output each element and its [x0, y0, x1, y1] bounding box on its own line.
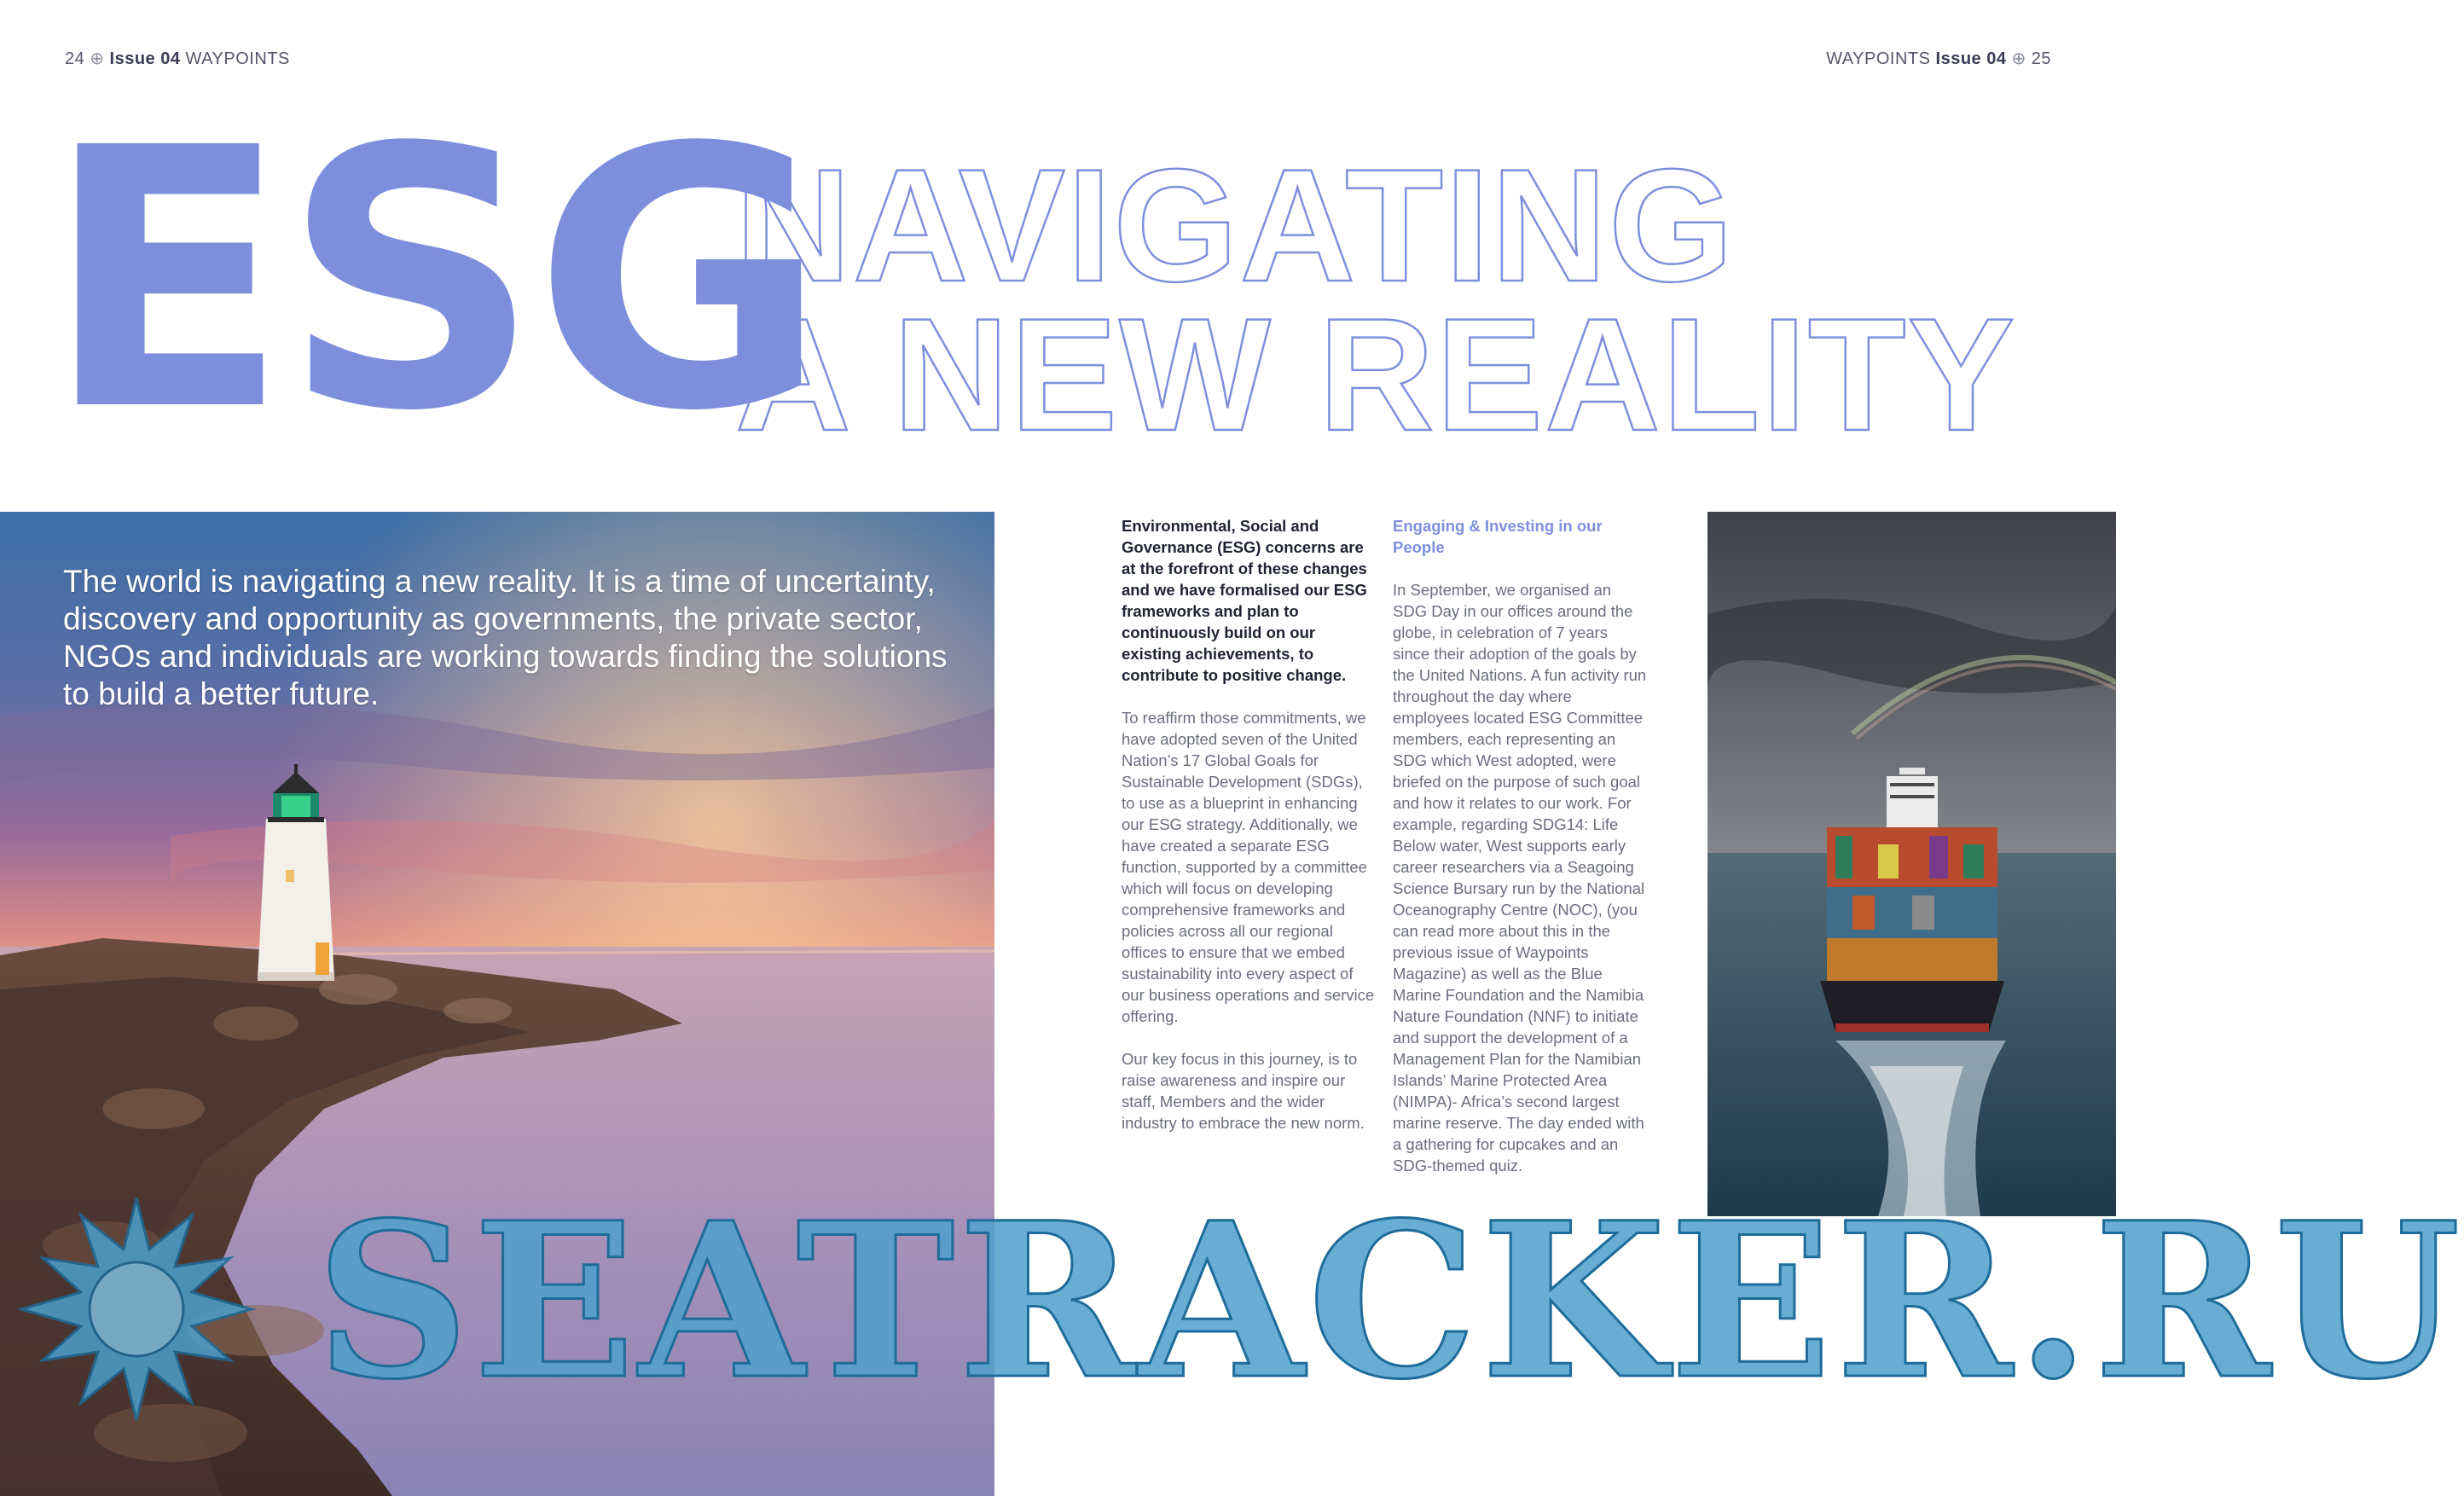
- body-paragraph-3: In September, we organised an SDG Day in our offices around the globe, in celebration of 7 years since their adoption of the goals by the United Nations. A fun activity run throughout the day where employees located ESG Committee members, each representing an SDG which West adopted, were briefed on the purpose of such goal and how it relates to our work. For example, regarding SDG14: Life Below water, West supports early career researchers via a Seagoing Science Bursary run by the National Oceanography Centre (NOC), (you can read more about this in the previous issue of Waypoints Magazine) as well as the Blue Marine Foundation and the Namibia Nature Foundation (NNF) to initiate and support the development of a Management Plan for the Namibian Islands’ Marine Protected Area (NIMPA)- Africa’s second largest marine reserve. The day ended with a gathering for cupcakes and an SDG-themed quiz.: [1393, 581, 1647, 1174]
- body-paragraph-1: To reaffirm those commitments, we have adopted seven of the United Nation’s 17 Global Goals for Sustainable Development (SDGs), to use as a blueprint in enhancing our ESG strategy. Additionally, we have created a separate ESG function, supported by a committee which will focus on developing comprehensive frameworks and policies across all our regional offices to ensure that we embed sustainability into every aspect of our business operations and service offering.: [1122, 709, 1375, 1025]
- text-column-2: [1393, 515, 1649, 1197]
- compass-icon: ⊕: [90, 49, 105, 68]
- text-column-1: [1122, 515, 1377, 1155]
- container-ship-photo: [1707, 512, 2116, 1216]
- compass-icon: ⊕: [2011, 49, 2026, 68]
- section-subheading: Engaging & Investing in our People: [1393, 517, 1603, 556]
- page-folio-left: [65, 48, 290, 69]
- body-paragraph-2: Our key focus in this journey, is to raise awareness and inspire our staff, Members and the wider industry to embrace the new norm.: [1122, 1050, 1365, 1132]
- magazine-name-right: WAYPOINTS: [1826, 49, 1931, 68]
- lead-paragraph: Environmental, Social and Governance (ESG) concerns are at the forefront of these changes and we have formalised our ESG frameworks and plan to continuously build on our existing achievements, to contribute to positive change.: [1122, 517, 1367, 684]
- sun-badge-icon: [9, 1190, 264, 1429]
- page-number-left: 24: [65, 49, 85, 68]
- page-number-right: 25: [2031, 49, 2051, 68]
- headline-line-1: NAVIGATING: [735, 136, 1736, 315]
- issue-label-left: Issue 04: [109, 49, 181, 68]
- issue-label-right: Issue 04: [1935, 49, 2007, 68]
- headline-line-2: A NEW REALITY: [735, 285, 2017, 464]
- page-folio-right: [1826, 48, 2051, 69]
- headline-esg: ESG: [44, 72, 821, 490]
- intro-statement: The world is navigating a new reality. It is a time of uncertainty, discovery and opportunity as governments, the private sector, NGOs and individuals are working towards finding the solutions to build a better future.: [63, 564, 948, 711]
- magazine-name-left: WAYPOINTS: [185, 49, 290, 68]
- watermark-text: SEATRACKER.RU: [316, 1175, 2464, 1426]
